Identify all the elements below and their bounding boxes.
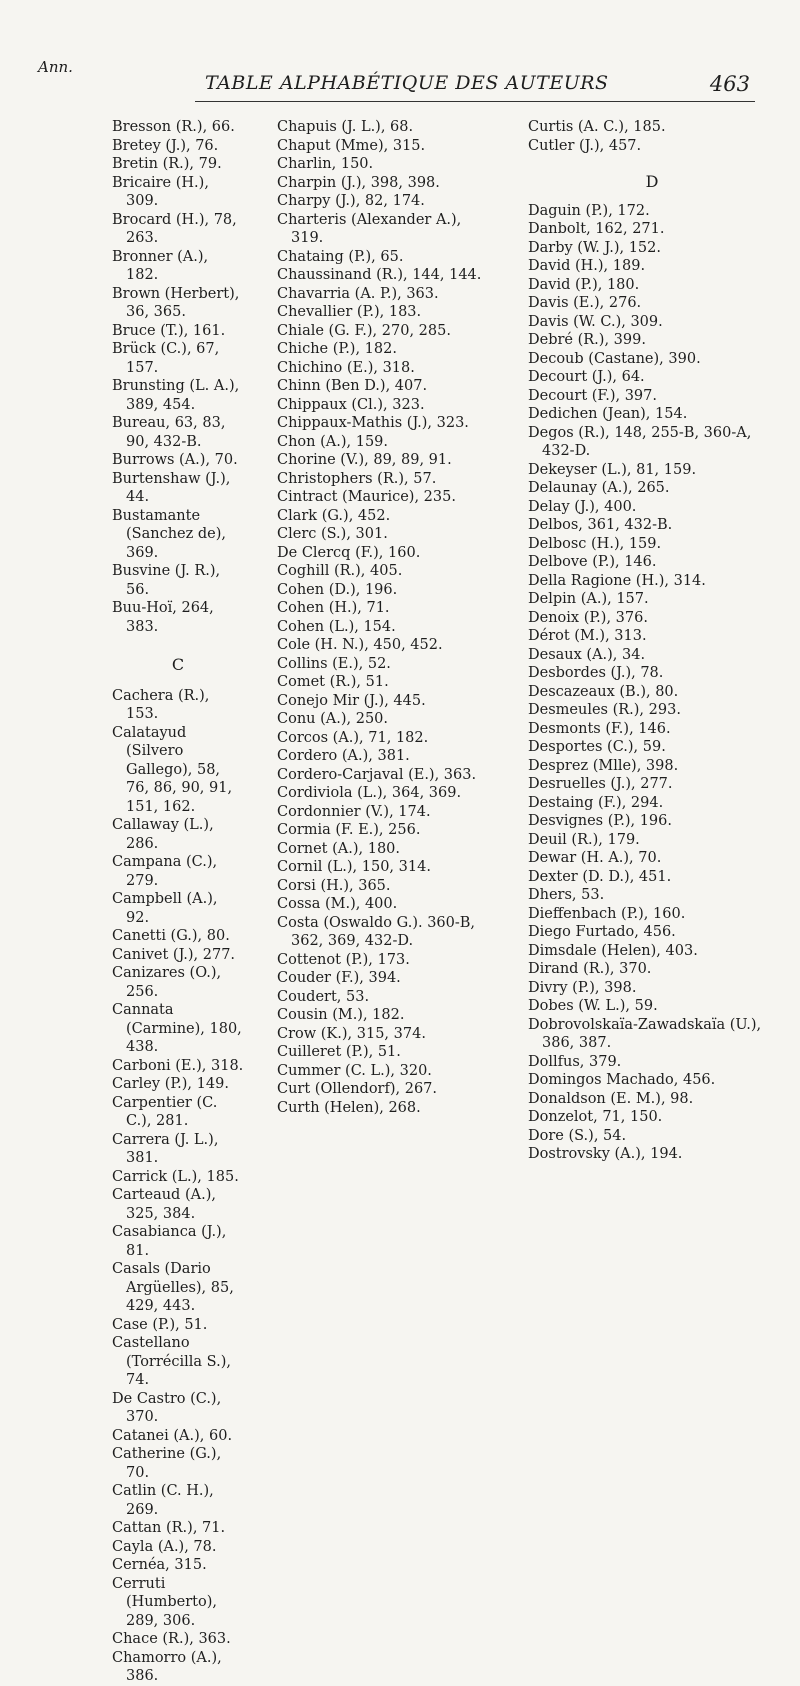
index-entry: Degos (R.), 148, 255-B, 360-A, 432-D. [528,424,752,459]
index-entry: Desaux (A.), 34. [528,646,646,663]
index-entry: Burtenshaw (J.), 44. [112,470,231,505]
index-entry: Cayla (A.), 78. [112,1538,217,1555]
index-entry: Cuilleret (P.), 51. [277,1044,401,1060]
section-letter: D [645,172,659,191]
index-entry: Cernéa, 315. [112,1557,207,1573]
index-entry: Callaway (L.), 286. [112,817,214,852]
index-entry: Crow (K.), 315, 374. [277,1025,426,1042]
index-entry: Corsi (H.), 365. [277,877,391,894]
page-title: TABLE ALPHABÉTIQUE DES AUTEURS [205,72,609,94]
index-entry: Collins (E.), 52. [277,655,391,672]
index-entry: Castellano (Torrécilla S.), 74. [112,1335,231,1388]
index-entry: Destaing (F.), 294. [528,794,664,811]
index-entry: Cintract (Maurice), 235. [277,489,456,505]
index-entry: Bretin (R.), 79. [112,156,222,172]
index-entry: Chevallier (P.), 183. [277,304,422,320]
index-entry: Carley (P.), 149. [112,1076,229,1092]
index-entry: Bretey (J.), 76. [112,137,219,154]
index-entry: Desbordes (J.), 78. [528,665,664,681]
index-entry: Cole (H. N.), 450, 452. [277,637,443,653]
index-entry: Chinn (Ben D.), 407. [277,378,428,394]
index-entry: Carrera (J. L.), 381. [112,1131,219,1166]
index-entry: Corcos (A.), 71, 182. [277,729,429,746]
index-entry: Chavarria (A. P.), 363. [277,285,439,302]
index-entry: Canivet (J.), 277. [112,946,236,963]
index-entry: Chippaux (Cl.), 323. [277,396,425,413]
index-entry: Della Ragione (H.), 314. [528,572,706,589]
index-entry: Catherine (G.), 70. [112,1446,222,1481]
index-entry: Desvignes (P.), 196. [528,813,672,829]
index-entry: Cousin (M.), 182. [277,1007,405,1023]
index-entry: Clerc (S.), 301. [277,526,388,542]
index-entry: Desmeules (R.), 293. [528,702,681,718]
index-entry: Delbove (P.), 146. [528,554,657,570]
index-entry: Cormia (F. E.), 256. [277,822,421,838]
index-entry: Dore (S.), 54. [528,1127,627,1144]
index-entry: Calatayud (Silvero Gallego), 58, 76, 86, 90, 91, 151, 162. [112,724,233,815]
index-entry: Cerruti (Humberto), 289, 306. [112,1575,218,1629]
index-entry: Desmonts (F.), 146. [528,720,671,737]
index-column-1 [112,118,244,1686]
index-entry: Cordero (A.), 381. [277,748,410,764]
index-entry: Chaput (Mme), 315. [277,137,426,154]
index-entry: Carteaud (A.), 325, 384. [112,1187,216,1222]
index-entry: Danbolt, 162, 271. [528,221,665,237]
index-entry: David (H.), 189. [528,258,646,274]
index-entry: Debré (R.), 399. [528,332,646,348]
section-letter: C [171,655,185,674]
index-entry: Delay (J.), 400. [528,498,637,515]
index-entry: Charlin, 150. [277,156,374,172]
index-entry: De Castro (C.), 370. [112,1390,222,1425]
index-column-2 [277,118,489,1117]
index-entry: Divry (P.), 398. [528,979,637,996]
index-entry: Carboni (E.), 318. [112,1057,244,1074]
index-entry: Cummer (C. L.), 320. [277,1062,432,1079]
index-entry: Curtis (A. C.), 185. [528,119,666,135]
index-entry: Conu (A.), 250. [277,711,389,727]
index-entry: Domingos Machado, 456. [528,1072,716,1088]
index-entry: Comet (R.), 51. [277,674,389,690]
index-entry: Brocard (H.), 78, 263. [112,211,237,246]
index-entry: Bresson (R.), 66. [112,119,235,135]
index-entry: Delaunay (A.), 265. [528,480,670,496]
index-entry: Decoub (Castane), 390. [528,350,701,367]
index-entry: Curth (Helen), 268. [277,1099,421,1116]
index-entry: Dérot (M.), 313. [528,628,647,644]
index-entry: Desportes (C.), 59. [528,739,666,755]
index-entry: Dieffenbach (P.), 160. [528,905,686,922]
index-entry: Dhers, 53. [528,887,605,903]
index-entry: Donzelot, 71, 150. [528,1109,663,1125]
index-entry: Bricaire (H.), 309. [112,174,209,209]
index-entry: Burrows (A.), 70. [112,452,238,468]
index-entry: Daguin (P.), 172. [528,202,650,219]
index-entry: Davis (W. C.), 309. [528,313,663,330]
index-entry: Delbosc (H.), 159. [528,535,662,552]
index-entry: Carrick (L.), 185. [112,1168,239,1185]
index-entry: Chorine (V.), 89, 89, 91. [277,452,452,468]
index-entry: Chon (A.), 159. [277,433,389,450]
index-entry: Dimsdale (Helen), 403. [528,942,698,959]
index-entry: Brown (Herbert), 36, 365. [112,285,240,320]
index-entry: Descazeaux (B.), 80. [528,683,679,700]
index-entry: Desprez (Mlle), 398. [528,757,679,774]
index-entry: Cohen (L.), 154. [277,618,396,635]
index-entry: Davis (E.), 276. [528,295,642,311]
index-entry: Catlin (C. H.), 269. [112,1483,214,1518]
index-entry: Brunsting (L. A.), 389, 454. [112,378,240,413]
index-entry: Costa (Oswaldo G.). 360-B, 362, 369, 432-D. [277,914,476,949]
index-entry: Busvine (J. R.), 56. [112,563,221,598]
index-entry: Chichino (E.), 318. [277,359,415,376]
index-entry: Cohen (H.), 71. [277,600,390,616]
index-entry: Dedichen (Jean), 154. [528,406,688,422]
index-entry: Clark (G.), 452. [277,507,391,524]
index-entry: Chataing (P.), 65. [277,248,404,265]
index-entry: Decourt (F.), 397. [528,387,657,404]
index-entry: Cachera (R.), 153. [112,687,210,722]
index-entry: Coghill (R.), 405. [277,563,403,579]
index-entry: Curt (Ollendorf), 267. [277,1081,438,1097]
index-entry: Delbos, 361, 432-B. [528,517,673,533]
index-entry: Dollfus, 379. [528,1053,622,1070]
index-entry: Decourt (J.), 64. [528,369,645,385]
index-entry: Dobes (W. L.), 59. [528,998,658,1014]
index-entry: Bruce (T.), 161. [112,322,226,339]
index-entry: Dekeyser (L.), 81, 159. [528,461,697,478]
index-entry: Bronner (A.), 182. [112,248,209,283]
index-entry: Case (P.), 51. [112,1316,208,1333]
index-entry: Chiale (G. F.), 270, 285. [277,322,451,339]
index-entry: Chapuis (J. L.), 68. [277,119,414,135]
index-entry: Charteris (Alexander A.), 319. [277,211,462,246]
index-entry: Darby (W. J.), 152. [528,239,661,256]
running-head [0,0,800,110]
index-entry: Diego Furtado, 456. [528,924,676,940]
index-entry: Cordero-Carjaval (E.), 363. [277,766,477,783]
index-entry: Campana (C.), 279. [112,854,218,889]
index-entry: Casals (Dario Argüelles), 85, 429, 443. [112,1261,234,1314]
index-entry: Casabianca (J.), 81. [112,1224,227,1259]
index-entry: Donaldson (E. M.), 98. [528,1090,694,1107]
index-entry: Brück (C.), 67, 157. [112,341,220,376]
index-entry: Carpentier (C. C.), 281. [112,1094,218,1129]
index-entry: Chippaux-Mathis (J.), 323. [277,415,469,431]
index-entry: Chace (R.), 363. [112,1631,231,1647]
index-entry: Cohen (D.), 196. [277,581,398,598]
index-entry: Cornet (A.), 180. [277,840,401,857]
index-entry: Cannata (Carmine), 180, 438. [112,1002,242,1055]
index-entry: Charpy (J.), 82, 174. [277,193,425,209]
running-title: Ann. [38,58,73,76]
index-entry: De Clercq (F.), 160. [277,544,421,561]
index-entry: Dostrovsky (A.), 194. [528,1146,683,1162]
index-entry: Chaussinand (R.), 144, 144. [277,267,482,283]
index-entry: Bustamante (Sanchez de), 369. [112,507,226,561]
index-entry: Cordiviola (L.), 364, 369. [277,785,462,801]
index-entry: Dexter (D. D.), 451. [528,868,672,885]
index-entry: Delpin (A.), 157. [528,591,649,607]
index-entry: Dobrovolskaïa-Zawadskaïa (U.), 386, 387. [528,1016,762,1051]
index-entry: Cornil (L.), 150, 314. [277,859,431,875]
index-entry: Cottenot (P.), 173. [277,951,410,968]
index-entry: Dirand (R.), 370. [528,961,652,977]
index-column-3 [528,118,776,1164]
index-entry: Coudert, 53. [277,988,370,1005]
index-entry: Cutler (J.), 457. [528,137,642,154]
index-entry: Deuil (R.), 179. [528,831,640,848]
index-entry: Conejo Mir (J.), 445. [277,692,426,709]
index-entry: Cossa (M.), 400. [277,896,398,912]
index-entry: Charpin (J.), 398, 398. [277,174,440,191]
index-entry: Canizares (O.), 256. [112,965,222,1000]
index-entry: Christophers (R.), 57. [277,470,437,487]
index-entry: Desruelles (J.), 277. [528,776,673,792]
index-entry: Chiche (P.), 182. [277,341,397,357]
index-entry: Campbell (A.), 92. [112,891,218,926]
index-entry: Canetti (G.), 80. [112,928,230,944]
index-entry: Denoix (P.), 376. [528,609,648,626]
index-entry: Buu-Hoï, 264, 383. [112,600,214,635]
header-rule [195,101,755,102]
index-entry: Cordonnier (V.), 174. [277,803,431,820]
page-number: 463 [709,72,750,96]
index-entry: Cattan (R.), 71. [112,1520,226,1536]
index-entry: Dewar (H. A.), 70. [528,850,662,866]
index-entry: Catanei (A.), 60. [112,1427,233,1444]
index-entry: Bureau, 63, 83, 90, 432-B. [112,415,226,450]
index-entry: David (P.), 180. [528,276,640,293]
index-entry: Couder (F.), 394. [277,970,401,986]
index-entry: Chamorro (A.), 386. [112,1649,222,1684]
